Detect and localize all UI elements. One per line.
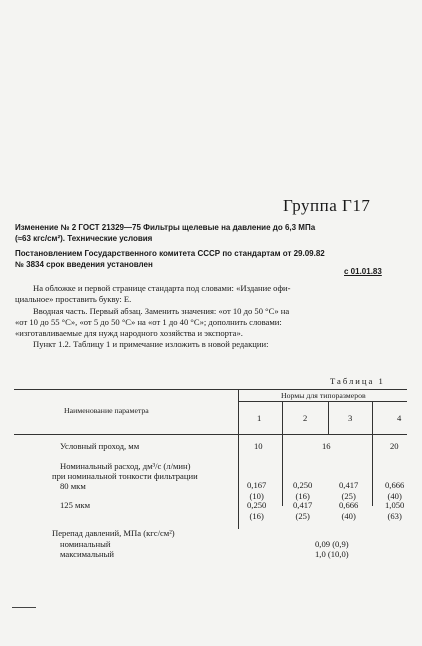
table-rule bbox=[14, 389, 407, 390]
table-rule bbox=[372, 434, 373, 506]
flow-80-value: 0,417 (25) bbox=[339, 480, 359, 501]
table-rule bbox=[328, 401, 329, 434]
body-line: циальное» проставить букву: Е. bbox=[15, 294, 132, 304]
dp-max-value: 1,0 (10,0) bbox=[315, 549, 349, 559]
flow-125-value: 0,417 (25) bbox=[293, 500, 313, 521]
flow-80-value: 0,250 (16) bbox=[293, 480, 313, 501]
margin-mark bbox=[12, 607, 36, 608]
decree-line: Постановлением Государственного комитета СССР по стандартам от 29.09.82 bbox=[15, 249, 325, 258]
row-label-flow-80: 80 мкм bbox=[60, 481, 86, 491]
body-line: На обложке и первой странице стандарта под словами: «Издание офи- bbox=[33, 283, 291, 293]
bore-value: 10 bbox=[254, 441, 263, 451]
flow-80-value: 0,167 (10) bbox=[247, 480, 267, 501]
bore-value: 16 bbox=[322, 441, 331, 451]
size-col-header: 4 bbox=[397, 413, 402, 423]
body-line: Вводная часть. Первый абзац. Заменить значения: «от 10 до 50 °С» на bbox=[33, 306, 290, 316]
effective-date: с 01.01.83 bbox=[344, 267, 382, 276]
row-label-bore: Условный проход, мм bbox=[60, 441, 140, 451]
amendment-title: Изменение № 2 ГОСТ 21329—75 Фильтры щелевые на давление до 6,3 МПа bbox=[15, 223, 316, 232]
size-col-header: 3 bbox=[348, 413, 353, 423]
body-line: «от 10 до 55 °С», «от 5 до 50 °С» на «от 1 до 40 °С»; дополнить словами: bbox=[15, 317, 282, 327]
row-label-flow-125: 125 мкм bbox=[60, 500, 91, 510]
amendment-subtitle: (≈63 кгс/см²). Технические условия bbox=[15, 234, 153, 243]
row-label-dp: Перепад давлений, МПа (кгс/см²) bbox=[52, 528, 175, 538]
flow-125-value: 1,050 (63) bbox=[385, 500, 405, 521]
group-label: Группа Г17 bbox=[283, 196, 371, 215]
table-rule bbox=[238, 401, 407, 402]
decree-line-2: № 3834 срок введения установлен bbox=[15, 260, 153, 269]
dp-nominal-value: 0,09 (0,9) bbox=[315, 539, 349, 549]
flow-125-value: 0,666 (40) bbox=[339, 500, 359, 521]
row-label-flow: при номинальной тонкости фильтрации bbox=[52, 471, 198, 481]
table-rule bbox=[372, 401, 373, 434]
flow-125-value: 0,250 (16) bbox=[247, 500, 267, 521]
table-rule bbox=[282, 434, 283, 506]
size-col-header: 1 bbox=[257, 413, 262, 423]
table-rule bbox=[282, 401, 283, 434]
row-label-flow: Номинальный расход, дм³/с (л/мин) bbox=[60, 461, 191, 471]
table-rule bbox=[238, 389, 239, 529]
param-header: Наименование параметра bbox=[64, 406, 149, 415]
table-rule bbox=[14, 434, 407, 435]
flow-80-value: 0,666 (40) bbox=[385, 480, 405, 501]
size-col-header: 2 bbox=[303, 413, 308, 423]
body-line: Пункт 1.2. Таблицу 1 и примечание изложить в новой редакции: bbox=[33, 339, 269, 349]
row-label-dp-nominal: номинальный bbox=[60, 539, 111, 549]
table-title: Таблица 1 bbox=[330, 376, 385, 386]
norms-header: Нормы для типоразмеров bbox=[281, 391, 366, 400]
body-line: «изготавливаемые для нужд народного хозяйства и экспорта». bbox=[15, 328, 243, 338]
row-label-dp-max: максимальный bbox=[60, 549, 115, 559]
bore-value: 20 bbox=[390, 441, 399, 451]
